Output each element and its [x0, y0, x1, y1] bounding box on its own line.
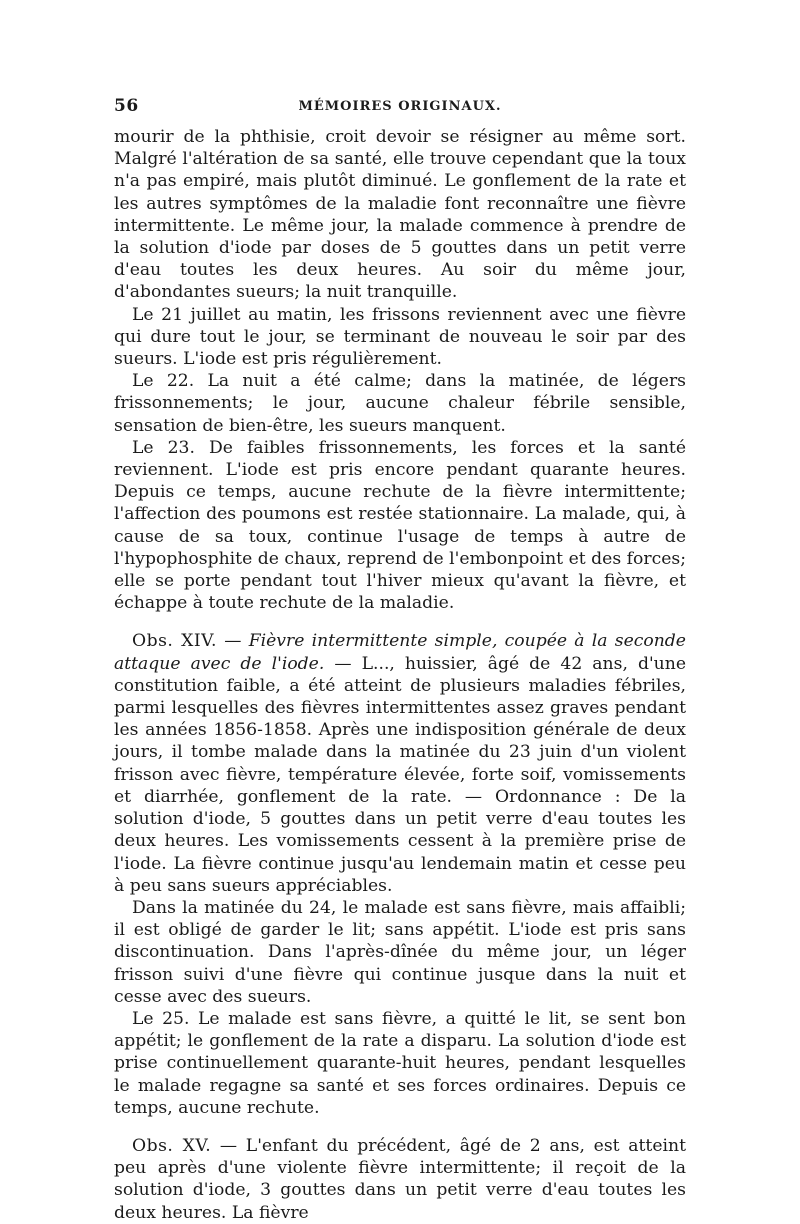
paragraph-22: Le 22. La nuit a été calme; dans la matinée, de légers frissonnements; le jour, aucune chaleur fébrile sensible, sensation de bien-être, les sueurs manquent. [114, 371, 686, 436]
paragraph-continuation: mourir de la phthisie, croit devoir se résigner au même sort. Malgré l'altération de sa santé, elle trouve cependant que la toux n'a pas empiré, mais plutôt diminué. Le gonflement de la rate et les autres symptômes de la maladie font reconnaître une fièvre intermittente. Le même jour, la malade commence à prendre de la solution d'iode par doses de 5 gouttes dans un petit verre d'eau toutes les deux heures. Au soir du même jour, d'abondantes sueurs; la nuit tranquille. [114, 127, 686, 303]
observation-label: Obs. XV. [132, 1135, 212, 1156]
running-head: MÉMOIRES ORIGINAUX. [298, 99, 502, 114]
page-number: 56 [114, 96, 139, 116]
page-header [114, 96, 686, 122]
observation-xv [114, 1135, 686, 1224]
paragraph-24: Dans la matinée du 24, le malade est sans fièvre, mais affaibli; il est obligé de garder le lit; sans appétit. L'iode est pris sans discontinuation. Dans l'après-dînée du même jour, un léger frisson suivi d'une fièvre qui continue jusque dans la nuit et cesse avec des sueurs. [114, 897, 686, 1007]
observation-text: — L..., huissier, âgé de 42 ans, d'une constitution faible, a été atteint de plusieurs maladies fébriles, parmi lesquelles des fièvres intermittentes assez graves pendant les années 1856-1858. Après une indisposition générale de deux jours, il tombe malade dans la matinée du 23 juin d'un violent frisson avec fièvre, température élevée, forte soif, vomissements et diarrhée, gonflement de la rate. — Ordonnance : De la solution d'iode, 5 gouttes dans un petit verre d'eau toutes les deux heures. Les vomissements cessent à la première prise de l'iode. La fièvre continue jusqu'au lendemain matin et cesse peu à peu sans sueurs appréciables. [114, 653, 686, 896]
observation-xiv [114, 630, 686, 896]
observation-text: — L'enfant du précédent, âgé de 2 ans, est atteint peu après d'une violente fièvre intermittente; il reçoit de la solution d'iode, 3 gouttes dans un petit verre d'eau toutes les deux heures. La fièvre [114, 1135, 686, 1223]
paragraph-21-july: Le 21 juillet au matin, les frissons reviennent avec une fièvre qui dure tout le jour, se terminant de nouveau le soir par des sueurs. L'iode est pris régulièrement. [114, 304, 686, 370]
paragraph-23: Le 23. De faibles frissonnements, les forces et la santé reviennent. L'iode est pris encore pendant quarante heures. Depuis ce temps, aucune rechute de la fièvre intermittente; l'affection des poumons est restée stationnaire. La malade, qui, à cause de sa toux, continue l'usage de temps à autre de l'hypophosphite de chaux, reprend de l'embonpoint et des forces; elle se porte pendant tout l'hiver mieux qu'avant la fièvre, et échappe à toute rechute de la maladie. [114, 437, 686, 614]
observation-title: — Fièvre intermittente simple, coupée à la seconde attaque avec de l'iode. [114, 631, 686, 674]
paragraph-25: Le 25. Le malade est sans fièvre, a quitté le lit, se sent bon appétit; le gonflement de la rate a disparu. La solution d'iode est prise continuellement quarante-huit heures, pendant lesquelles le malade regagne sa santé et ses forces ordinaires. Depuis ce temps, aucune rechute. [114, 1008, 686, 1118]
page-body [114, 126, 686, 1224]
observation-label: Obs. XIV. [132, 631, 218, 652]
